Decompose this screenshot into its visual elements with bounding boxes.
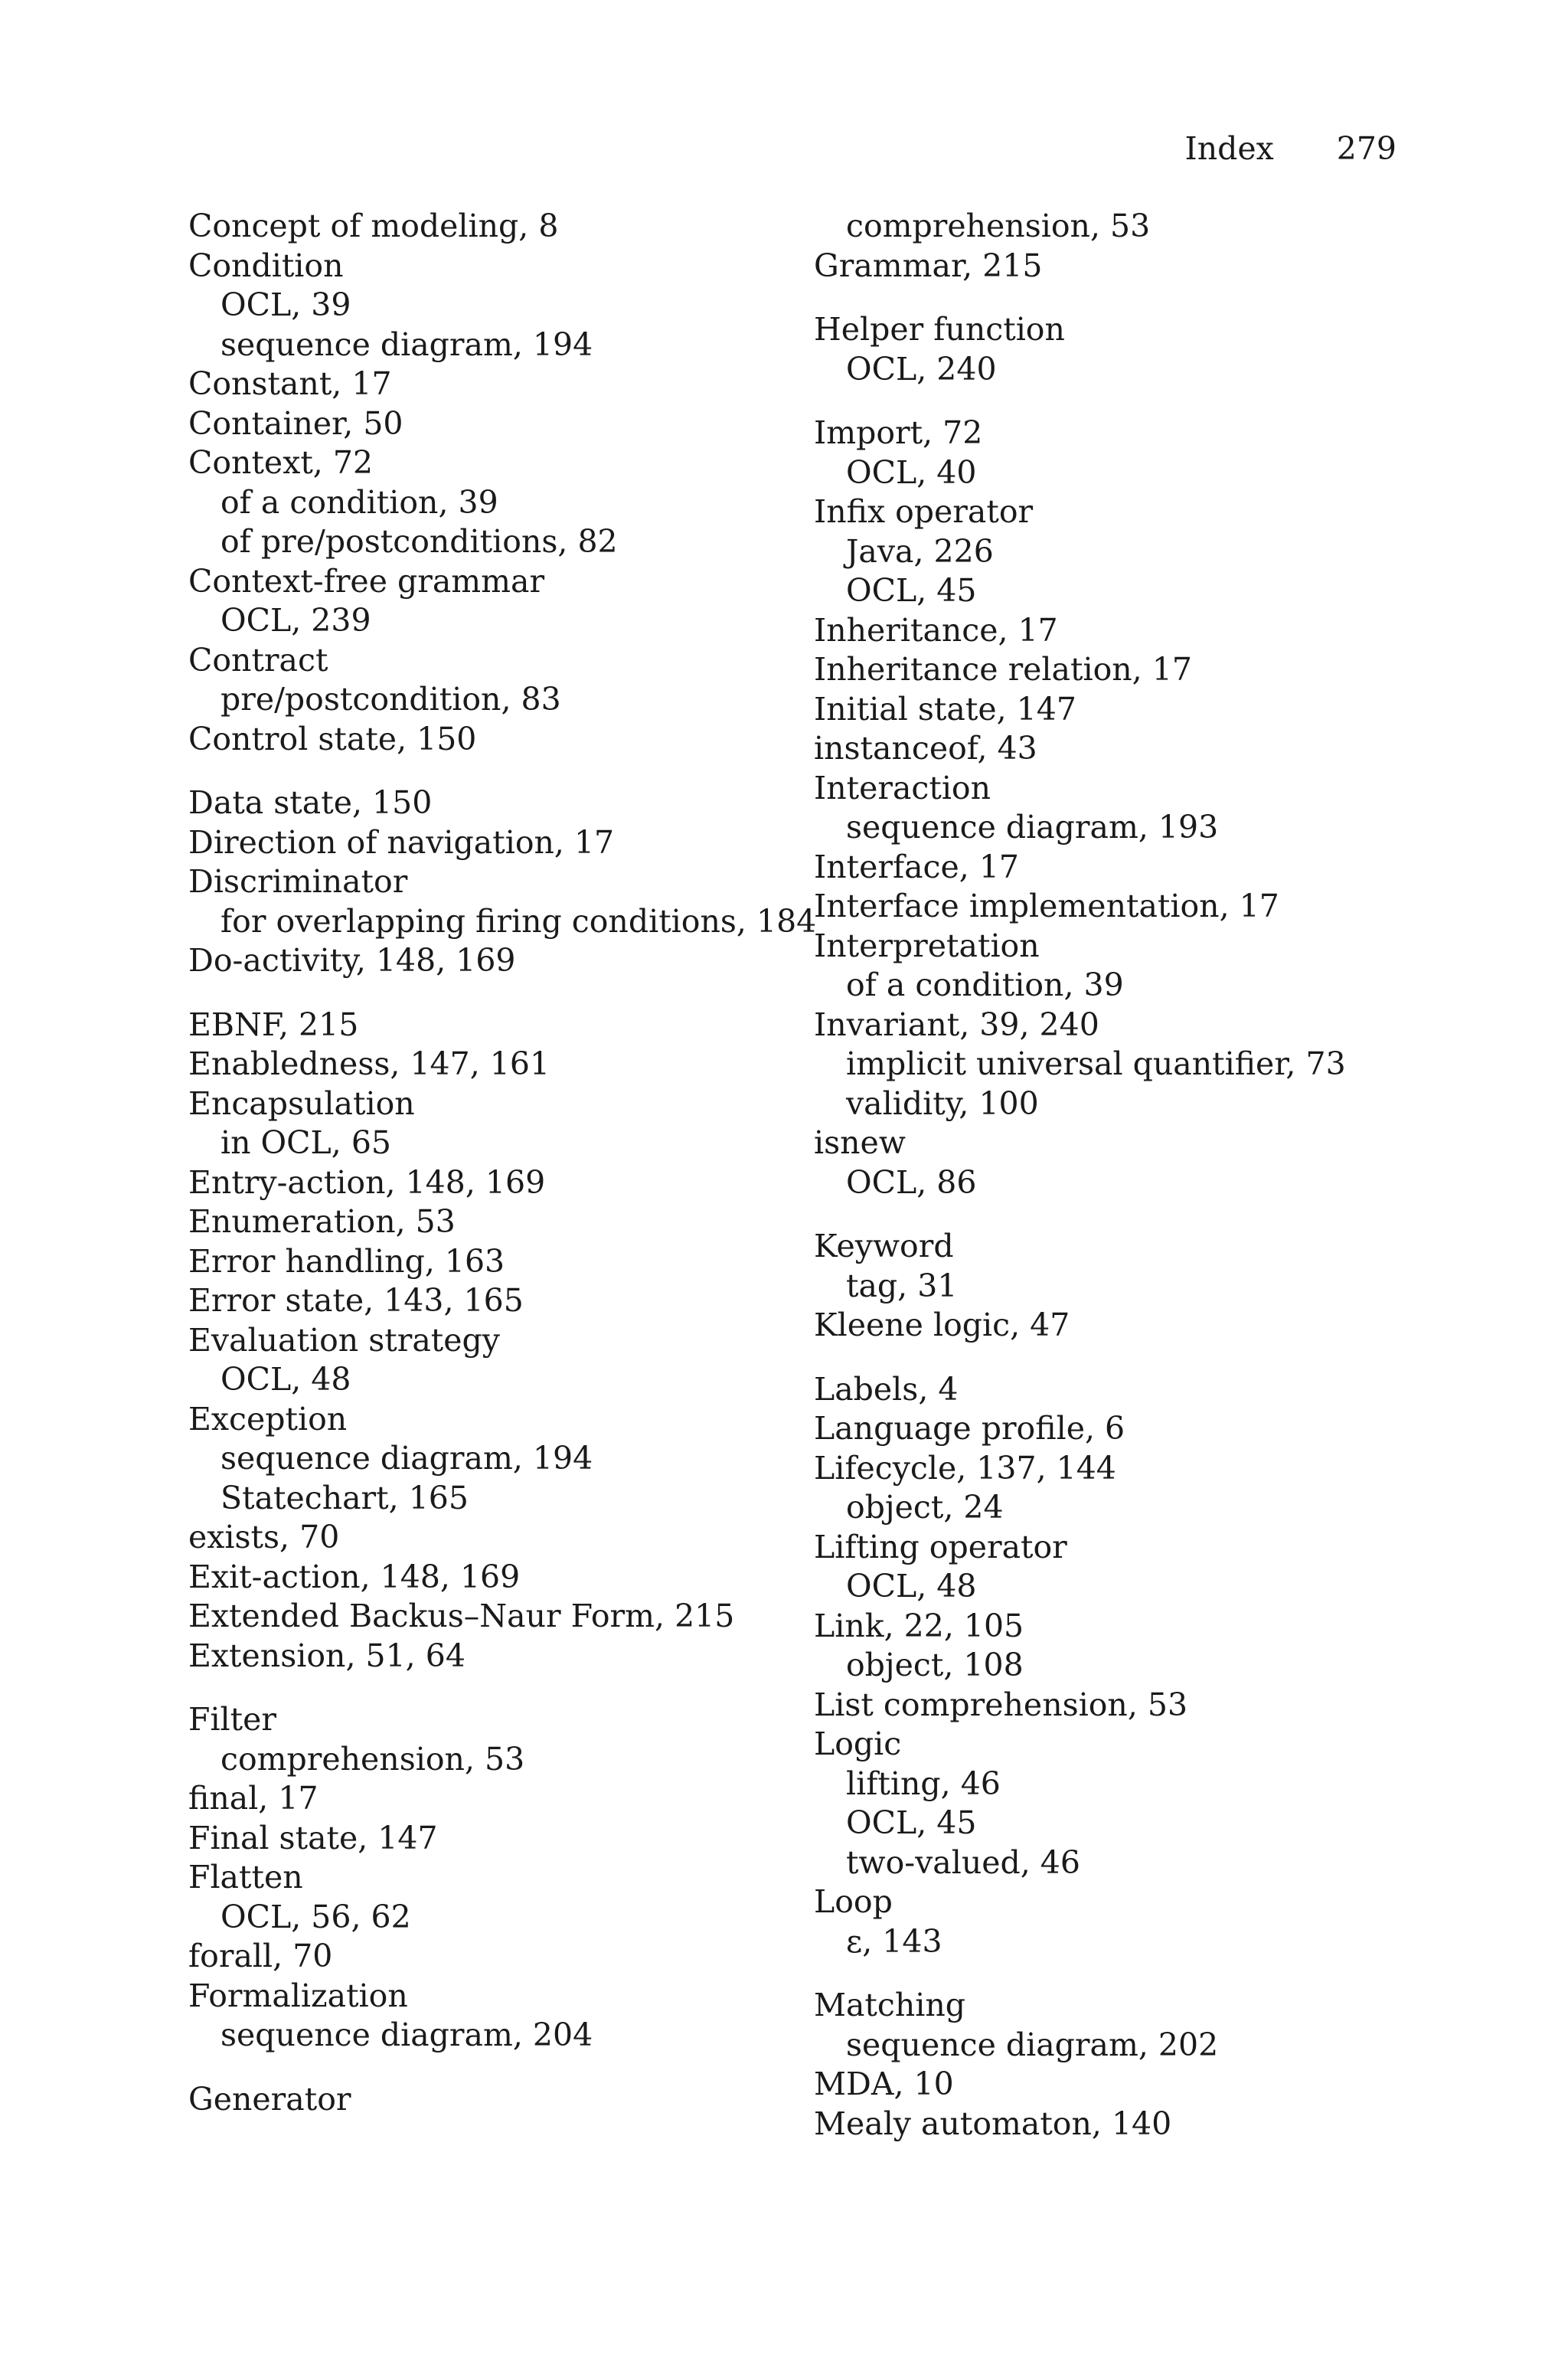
- index-subentry: OCL, 86: [846, 1163, 977, 1201]
- index-subentry: sequence diagram, 194: [220, 325, 593, 363]
- index-entry: Inheritance relation, 17: [814, 651, 1192, 688]
- index-subentry: OCL, 39: [220, 286, 351, 323]
- index-entry: Error handling, 163: [188, 1242, 505, 1280]
- index-letter-group: [188, 2080, 786, 2120]
- index-column-right: [814, 207, 1411, 2144]
- index-entry: Container, 50: [188, 404, 403, 442]
- index-letter-group: [188, 207, 786, 759]
- index-subentry: of a condition, 39: [220, 483, 498, 521]
- index-letter-group: [814, 1986, 1411, 2144]
- index-letter-group: [814, 310, 1411, 389]
- index-letter-group: [814, 207, 1411, 286]
- index-entry: Infix operator: [814, 493, 1034, 530]
- index-subentry: pre/postcondition, 83: [220, 681, 561, 718]
- index-entry: instanceof, 43: [814, 730, 1037, 767]
- index-entry: Context, 72: [188, 444, 374, 481]
- index-subentry: for overlapping firing conditions, 184: [220, 902, 817, 940]
- index-entry: Constant, 17: [188, 365, 392, 402]
- index-subentry: of a condition, 39: [846, 967, 1124, 1003]
- index-entry: Evaluation strategy: [188, 1321, 500, 1359]
- index-entry: Filter: [188, 1701, 277, 1738]
- index-subentry: Statechart, 165: [220, 1479, 469, 1516]
- index-entry: List comprehension, 53: [814, 1686, 1188, 1723]
- index-entry: Data state, 150: [188, 784, 433, 821]
- index-entry: Exit-action, 148, 169: [188, 1558, 521, 1595]
- index-entry: Inheritance, 17: [814, 611, 1058, 649]
- index-entry: Final state, 147: [188, 1819, 438, 1856]
- index-subentry: ε, 143: [846, 1922, 942, 1960]
- index-subentry: OCL, 48: [220, 1361, 351, 1398]
- index-entry: Interface, 17: [814, 848, 1020, 885]
- index-entry: Initial state, 147: [814, 690, 1076, 728]
- index-entry: forall, 70: [188, 1938, 333, 1974]
- index-entry: Exception: [188, 1400, 348, 1438]
- index-entry: Interface implementation, 17: [814, 888, 1279, 924]
- index-subentry: comprehension, 53: [846, 208, 1151, 244]
- index-entry: Lifecycle, 137, 144: [814, 1449, 1116, 1487]
- index-subentry: implicit universal quantifier, 73: [846, 1045, 1346, 1082]
- index-entry: MDA, 10: [814, 2066, 954, 2102]
- index-subentry: Java, 226: [846, 532, 994, 570]
- index-entry: Condition: [188, 247, 344, 284]
- index-entry: Link, 22, 105: [814, 1607, 1024, 1644]
- index-column-left: [188, 207, 817, 2119]
- index-subentry: tag, 31: [846, 1267, 958, 1304]
- index-entry: Enabledness, 147, 161: [188, 1045, 550, 1082]
- index-subentry: sequence diagram, 202: [846, 2026, 1219, 2063]
- index-entry: Lifting operator: [814, 1528, 1067, 1565]
- index-entry: Mealy automaton, 140: [814, 2105, 1172, 2142]
- running-head: [1185, 127, 1397, 170]
- running-head-title: Index: [1184, 130, 1274, 167]
- index-letter-group: [188, 1006, 786, 1676]
- index-subentry: two-valued, 46: [846, 1843, 1080, 1881]
- index-entry: Context-free grammar: [188, 562, 545, 600]
- index-entry: Keyword: [814, 1228, 954, 1264]
- index-subentry: sequence diagram, 194: [220, 1440, 593, 1477]
- index-letter-group: [814, 1227, 1411, 1346]
- index-entry: Contract: [188, 641, 328, 679]
- index-entry: Entry-action, 148, 169: [188, 1163, 546, 1201]
- index-letter-group: [188, 783, 817, 981]
- index-entry: Error state, 143, 165: [188, 1282, 524, 1319]
- index-entry: Interpretation: [814, 927, 1040, 964]
- index-entry: Direction of navigation, 17: [188, 823, 615, 861]
- index-entry: Invariant, 39, 240: [814, 1006, 1099, 1043]
- index-entry: Extension, 51, 64: [188, 1637, 466, 1674]
- index-entry: Logic: [814, 1725, 902, 1762]
- index-entry: isnew: [814, 1124, 906, 1161]
- index-entry: Control state, 150: [188, 720, 477, 757]
- index-subentry: in OCL, 65: [220, 1124, 391, 1161]
- index-letter-group: [814, 414, 1411, 1202]
- index-entry: final, 17: [188, 1780, 318, 1817]
- index-entry: Labels, 4: [814, 1370, 959, 1408]
- index-subentry: sequence diagram, 193: [846, 809, 1219, 846]
- index-entry: Generator: [188, 2080, 351, 2118]
- index-entry: Discriminator: [188, 863, 408, 900]
- index-subentry: OCL, 56, 62: [220, 1898, 411, 1935]
- index-subentry: validity, 100: [846, 1084, 1039, 1122]
- index-entry: Encapsulation: [188, 1084, 415, 1122]
- index-subentry: lifting, 46: [846, 1765, 1001, 1802]
- index-subentry: comprehension, 53: [220, 1740, 525, 1778]
- index-subentry: object, 24: [846, 1489, 1004, 1526]
- index-subentry: OCL, 40: [846, 453, 977, 491]
- index-entry: Helper function: [814, 311, 1065, 348]
- page-number: 279: [1336, 130, 1396, 167]
- index-letter-group: [188, 1700, 786, 2056]
- index-entry: Kleene logic, 47: [814, 1307, 1070, 1343]
- index-subentry: OCL, 45: [846, 572, 977, 609]
- index-entry: Enumeration, 53: [188, 1203, 456, 1240]
- index-entry: EBNF, 215: [188, 1006, 359, 1043]
- index-entry: Do-activity, 148, 169: [188, 942, 516, 979]
- index-subentry: OCL, 48: [846, 1568, 977, 1604]
- index-subentry: sequence diagram, 204: [220, 2017, 593, 2053]
- index-entry: Loop: [814, 1883, 893, 1920]
- index-entry: Flatten: [188, 1859, 303, 1896]
- index-entry: Matching: [814, 1987, 966, 2023]
- index-entry: Extended Backus–Naur Form, 215: [188, 1598, 735, 1634]
- index-subentry: OCL, 239: [220, 602, 371, 639]
- index-entry: Interaction: [814, 769, 991, 806]
- index-letter-group: [814, 1370, 1411, 1962]
- index-subentry: OCL, 45: [846, 1804, 977, 1841]
- index-entry: Import, 72: [814, 414, 983, 451]
- index-entry: Concept of modeling, 8: [188, 208, 559, 244]
- index-entry: Grammar, 215: [814, 247, 1043, 284]
- index-entry: Formalization: [188, 1977, 408, 2014]
- index-subentry: of pre/postconditions, 82: [220, 523, 618, 560]
- index-subentry: OCL, 240: [846, 350, 997, 388]
- index-entry: Language profile, 6: [814, 1410, 1125, 1447]
- index-entry: exists, 70: [188, 1519, 340, 1555]
- index-subentry: object, 108: [846, 1647, 1024, 1683]
